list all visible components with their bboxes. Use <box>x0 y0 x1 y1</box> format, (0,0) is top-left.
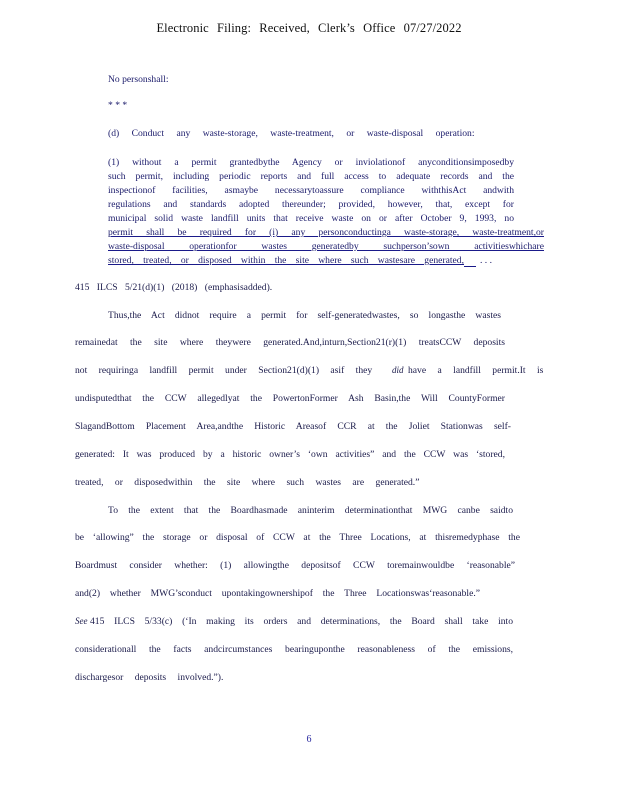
citation: 415 ILCS 5/21(d)(1) (2018) (emphasisadded). <box>75 282 273 293</box>
body-line: undisputedthat the CCW allegedlyat the PowertonFormer Ash Basin,the Will CountyFormer <box>75 393 505 404</box>
quote-emphasis-line: stored, treated, or disposed within the site where such wastesare generated, <box>108 255 464 266</box>
body-line: generated: It was produced by a historic owner’s ‘own activities” and the CCW was ‘stored, <box>75 449 505 460</box>
body-line: SlagandBottom Placement Area,andthe Historic Areasof CCR at the Joliet Stationwas self- <box>75 421 511 432</box>
quote-sub-1-line: (1) without a permit grantedbythe Agency or inviolationof anyconditionsimposedby <box>108 157 514 168</box>
page-number: 6 <box>306 734 312 745</box>
quote-emphasis-line: permit shall be required for (i) any personconductinga waste-storage, waste-treatment,or <box>108 227 544 238</box>
body-line: considerationall the facts andcircumstances bearinguponthe reasonableness of the emissions, <box>75 644 513 655</box>
body-line: 415 ILCS 5/33(c) (‘In making its orders and determinations, the Board shall take into <box>90 616 513 627</box>
body-line: and(2) whether MWG’sconduct upontakingownershipof the Three Locationswas‘reasonable.” <box>75 588 480 599</box>
body-line: treated, or disposedwithin the site where such wastes are generated.” <box>75 477 420 488</box>
body-line: Thus,the Act didnot require a permit for self-generatedwastes, so longasthe wastes <box>108 310 501 321</box>
filing-header: Electronic Filing: Received, Clerk’s Office 07/27/2022 <box>156 21 462 35</box>
quote-ellipsis: * * * <box>108 100 128 111</box>
body-line: not requiringa landfill permit under Section21(d)(1) asif they <box>75 365 373 376</box>
quote-emphasis-line: waste-disposal operationfor wastes generatedby suchperson’sown activitieswhichare <box>108 241 544 252</box>
quote-sub-1-line: such permit, including periodic reports and full access to adequate records and the <box>108 171 514 182</box>
signal-see: See <box>75 616 88 626</box>
body-line: To the extent that the Boardhasmade aninterim determinationthat MWG canbe saidto <box>108 505 513 516</box>
body-line: remainedat the site where theywere generated.And,inturn,Section21(r)(1) treatsCCW deposits <box>75 337 505 348</box>
body-line: be ‘allowing” the storage or disposal of CCW at the Three Locations, at thisremedyphase the <box>75 532 520 543</box>
quote-sub-1-line: regulations and standards adopted thereunder; provided, however, that, except for <box>108 199 514 210</box>
emphasis-did: did <box>392 365 404 375</box>
quote-sub-1-line: municipal solid waste landfill units that receive waste on or after October 9, 1993, no <box>108 213 514 224</box>
body-line: Boardmust consider whether: (1) allowingthe depositsof CCW toremainwouldbe ‘reasonable” <box>75 560 515 571</box>
body-line: dischargesor deposits involved.”). <box>75 672 224 683</box>
emphasis-underline-tail <box>464 266 476 267</box>
quote-trail: . . . <box>480 255 492 266</box>
quote-intro: No personshall: <box>108 74 169 85</box>
quote-sub-d: (d) Conduct any waste-storage, waste-treatment, or waste-disposal operation: <box>108 128 475 139</box>
quote-sub-1-line: inspectionof facilities, asmaybe necessarytoassure compliance withthisAct andwith <box>108 185 514 196</box>
body-line: have a landfill permit.It is <box>408 365 544 376</box>
